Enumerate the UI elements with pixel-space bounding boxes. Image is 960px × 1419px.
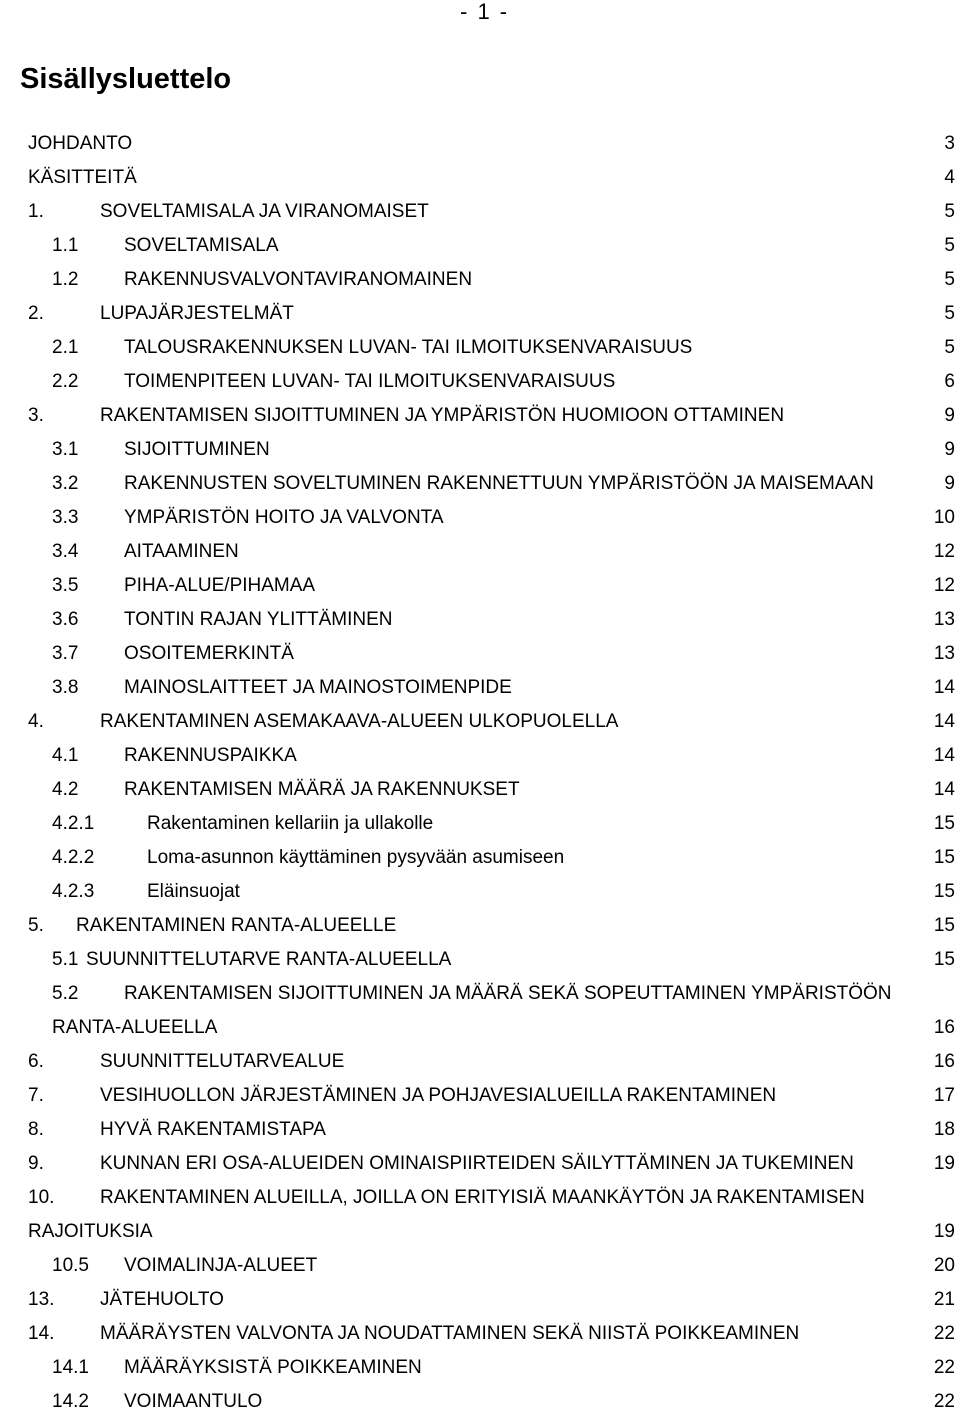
toc-entry-title: RAKENTAMINEN ALUEILLA, JOILLA ON ERITYISIÄ MAANKÄYTÖN JA RAKENTAMISEN (100, 1187, 865, 1208)
toc-entry[interactable] (0, 671, 960, 705)
toc-entry-page: 10 (933, 507, 955, 528)
toc-entry-title: RAKENTAMISEN MÄÄRÄ JA RAKENNUKSET (124, 779, 520, 800)
toc-entry-title: KÄSITTEITÄ (28, 167, 137, 188)
toc-entry-number: 10. (28, 1187, 55, 1208)
toc-entry-title: RAKENTAMINEN RANTA-ALUEELLE (76, 915, 397, 936)
toc-entry-title: TONTIN RAJAN YLITTÄMINEN (124, 609, 393, 630)
toc-entry-number: 4.2.3 (52, 881, 95, 902)
toc-entry-page: 5 (944, 201, 955, 222)
toc-entry-title: RAJOITUKSIA (28, 1221, 153, 1242)
page-number: - 1 - (460, 0, 510, 24)
toc-entry-title: RAKENNUSVALVONTAVIRANOMAINEN (124, 269, 473, 290)
toc-entry[interactable] (0, 637, 960, 671)
toc-entry[interactable] (0, 875, 960, 909)
toc-entry-number: 5. (28, 915, 44, 936)
toc-entry[interactable] (0, 1181, 960, 1215)
toc-entry[interactable] (0, 909, 960, 943)
toc-entry-number: 5.1 (52, 949, 79, 970)
toc-entry-title: OSOITEMERKINTÄ (124, 643, 294, 664)
toc-entry-number: 3.4 (52, 541, 79, 562)
toc-entry-page: 22 (933, 1391, 955, 1412)
toc-entry[interactable] (0, 1147, 960, 1181)
toc-entry[interactable] (0, 977, 960, 1011)
toc-entry-number: 14.1 (52, 1357, 89, 1378)
toc-entry-page: 9 (944, 439, 955, 460)
toc-entry-number: 2.1 (52, 337, 79, 358)
toc-entry-number: 5.2 (52, 983, 79, 1004)
toc-entry-title: RAKENNUSTEN SOVELTUMINEN RAKENNETTUUN YMPÄRISTÖÖN JA MAISEMAAN (124, 473, 874, 494)
toc-entry[interactable] (0, 739, 960, 773)
toc-entry[interactable] (0, 433, 960, 467)
toc-entry-page: 5 (944, 235, 955, 256)
toc-entry[interactable] (0, 297, 960, 331)
toc-entry-number: 1.1 (52, 235, 79, 256)
toc-entry-number: 3.5 (52, 575, 79, 596)
toc-entry[interactable] (0, 127, 960, 161)
toc-entry[interactable] (0, 841, 960, 875)
toc-entry-title: TALOUSRAKENNUKSEN LUVAN- TAI ILMOITUKSENVARAISUUS (124, 337, 693, 358)
page-title: Sisällysluettelo (20, 63, 232, 95)
toc-entry-page: 14 (933, 711, 955, 732)
toc-entry-page: 12 (933, 575, 955, 596)
toc-entry-number: 8. (28, 1119, 44, 1140)
toc-entry[interactable] (0, 943, 960, 977)
toc-entry-title: KUNNAN ERI OSA-ALUEIDEN OMINAISPIIRTEIDEN SÄILYTTÄMINEN JA TUKEMINEN (100, 1153, 854, 1174)
toc-entry-title: RANTA-ALUEELLA (52, 1017, 218, 1038)
toc-entry[interactable] (0, 1011, 960, 1045)
toc-entry-title: MÄÄRÄYKSISTÄ POIKKEAMINEN (124, 1357, 422, 1378)
toc-entry[interactable] (0, 807, 960, 841)
toc-entry[interactable] (0, 535, 960, 569)
toc-entry[interactable] (0, 195, 960, 229)
toc-entry[interactable] (0, 1249, 960, 1283)
toc-entry-page: 14 (933, 677, 955, 698)
toc-entry-number: 1. (28, 201, 44, 222)
toc-entry-page: 15 (933, 813, 955, 834)
toc-entry[interactable] (0, 399, 960, 433)
toc-entry-number: 3. (28, 405, 44, 426)
toc-entry-title: MAINOSLAITTEET JA MAINOSTOIMENPIDE (124, 677, 512, 698)
toc-entry-title: PIHA-ALUE/PIHAMAA (124, 575, 316, 596)
toc-entry-page: 16 (933, 1017, 955, 1038)
toc-entry-title: AITAAMINEN (124, 541, 239, 562)
toc-entry-number: 4.1 (52, 745, 79, 766)
toc-entry[interactable] (0, 331, 960, 365)
toc-entry-page: 9 (944, 405, 955, 426)
toc-entry-title: RAKENNUSPAIKKA (124, 745, 297, 766)
toc-entry-page: 13 (933, 609, 955, 630)
toc-entry-page: 12 (933, 541, 955, 562)
toc-entry-title: JOHDANTO (28, 133, 133, 154)
toc-entry-number: 7. (28, 1085, 44, 1106)
toc-entry-number: 4.2.1 (52, 813, 95, 834)
toc-entry-page: 15 (933, 915, 955, 936)
toc-entry-page: 22 (933, 1357, 955, 1378)
toc-entry-title: RAKENTAMISEN SIJOITTUMINEN JA YMPÄRISTÖN HUOMIOON OTTAMINEN (100, 405, 785, 426)
toc-entry-page: 9 (944, 473, 955, 494)
toc-entry-title: TOIMENPITEEN LUVAN- TAI ILMOITUKSENVARAISUUS (124, 371, 616, 392)
toc-entry-page: 19 (933, 1153, 955, 1174)
toc-entry-title: Eläinsuojat (147, 881, 240, 902)
toc-entry[interactable] (0, 1385, 960, 1419)
toc-entry[interactable] (0, 1045, 960, 1079)
toc-entry-page: 15 (933, 881, 955, 902)
toc-entry-page: 14 (933, 779, 955, 800)
toc-entry-number: 1.2 (52, 269, 79, 290)
toc-entry-title: SUUNNITTELUTARVE RANTA-ALUEELLA (86, 949, 452, 970)
toc-entry[interactable] (0, 1079, 960, 1113)
toc-entry-page: 14 (933, 745, 955, 766)
toc-entry-page: 16 (933, 1051, 955, 1072)
toc-entry[interactable] (0, 603, 960, 637)
toc-entry[interactable] (0, 467, 960, 501)
toc-entry-number: 9. (28, 1153, 44, 1174)
toc-entry[interactable] (0, 263, 960, 297)
toc-entry-title: RAKENTAMISEN SIJOITTUMINEN JA MÄÄRÄ SEKÄ SOPEUTTAMINEN YMPÄRISTÖÖN (124, 983, 892, 1004)
toc-entry[interactable] (0, 569, 960, 603)
toc-entry[interactable] (0, 705, 960, 739)
toc-entry-number: 10.5 (52, 1255, 89, 1276)
toc-entry[interactable] (0, 773, 960, 807)
toc-entry-page: 5 (944, 303, 955, 324)
toc-entry-number: 4.2 (52, 779, 79, 800)
toc-entry-page: 19 (933, 1221, 955, 1242)
toc-entry-number: 13. (28, 1289, 55, 1310)
toc-entry-number: 3.8 (52, 677, 79, 698)
toc-entry-page: 15 (933, 949, 955, 970)
table-of-contents (0, 127, 960, 1419)
toc-entry-page: 15 (933, 847, 955, 868)
toc-entry-number: 3.1 (52, 439, 79, 460)
toc-entry-number: 6. (28, 1051, 44, 1072)
toc-entry-page: 21 (933, 1289, 955, 1310)
toc-entry[interactable] (0, 1215, 960, 1249)
toc-entry-number: 4. (28, 711, 44, 732)
toc-entry-page: 13 (933, 643, 955, 664)
toc-entry[interactable] (0, 1317, 960, 1351)
toc-entry-title: Loma-asunnon käyttäminen pysyvään asumiseen (147, 847, 565, 868)
toc-entry-title: YMPÄRISTÖN HOITO JA VALVONTA (124, 507, 444, 528)
toc-entry-number: 3.2 (52, 473, 79, 494)
toc-entry-page: 18 (933, 1119, 955, 1140)
toc-entry-title: VOIMAANTULO (124, 1391, 263, 1412)
toc-entry-number: 14. (28, 1323, 55, 1344)
toc-entry-number: 3.6 (52, 609, 79, 630)
toc-entry-title: RAKENTAMINEN ASEMAKAAVA-ALUEEN ULKOPUOLELLA (100, 711, 619, 732)
toc-entry-title: SOVELTAMISALA (124, 235, 279, 256)
toc-entry[interactable] (0, 1351, 960, 1385)
toc-entry[interactable] (0, 1283, 960, 1317)
toc-entry-page: 3 (944, 133, 955, 154)
toc-entry-title: SUUNNITTELUTARVEALUE (100, 1051, 345, 1072)
toc-entry-number: 3.3 (52, 507, 79, 528)
toc-entry-page: 17 (933, 1085, 955, 1106)
toc-entry-title: VESIHUOLLON JÄRJESTÄMINEN JA POHJAVESIALUEILLA RAKENTAMINEN (100, 1085, 777, 1106)
toc-entry-page: 6 (944, 371, 955, 392)
toc-entry[interactable] (0, 501, 960, 535)
toc-entry-page: 22 (933, 1323, 955, 1344)
toc-entry[interactable] (0, 229, 960, 263)
toc-entry[interactable] (0, 365, 960, 399)
toc-entry-title: LUPAJÄRJESTELMÄT (100, 303, 294, 324)
toc-entry-title: Rakentaminen kellariin ja ullakolle (147, 813, 434, 834)
toc-entry-title: JÄTEHUOLTO (100, 1289, 224, 1310)
toc-entry[interactable] (0, 161, 960, 195)
toc-entry-title: MÄÄRÄYSTEN VALVONTA JA NOUDATTAMINEN SEKÄ NIISTÄ POIKKEAMINEN (100, 1323, 800, 1344)
toc-entry-page: 5 (944, 337, 955, 358)
toc-entry-title: HYVÄ RAKENTAMISTAPA (100, 1119, 326, 1140)
toc-entry-number: 14.2 (52, 1391, 89, 1412)
toc-entry-number: 2.2 (52, 371, 79, 392)
toc-entry-title: SOVELTAMISALA JA VIRANOMAISET (100, 201, 429, 222)
toc-entry-number: 2. (28, 303, 44, 324)
toc-entry[interactable] (0, 1113, 960, 1147)
toc-entry-page: 20 (933, 1255, 955, 1276)
toc-entry-page: 4 (944, 167, 955, 188)
toc-entry-title: VOIMALINJA-ALUEET (124, 1255, 318, 1276)
toc-entry-page: 5 (944, 269, 955, 290)
toc-entry-number: 3.7 (52, 643, 79, 664)
toc-entry-number: 4.2.2 (52, 847, 95, 868)
toc-entry-title: SIJOITTUMINEN (124, 439, 270, 460)
